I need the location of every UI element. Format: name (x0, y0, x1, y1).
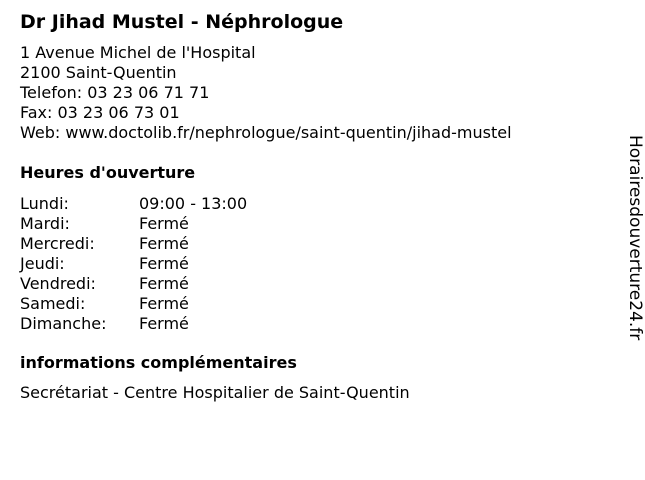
hours-row-tuesday (20, 214, 247, 234)
page-title: Dr Jihad Mustel - Néphrologue (20, 11, 344, 33)
fax-number: Fax: 03 23 06 73 01 (20, 103, 180, 122)
opening-hours-table (20, 194, 247, 334)
hours-row-saturday (20, 294, 247, 314)
day-label: Lundi: (20, 194, 69, 213)
website: Web: www.doctolib.fr/nephrologue/saint-quentin/jihad-mustel (20, 123, 512, 142)
day-label: Samedi: (20, 294, 86, 313)
address-line-1: 1 Avenue Michel de l'Hospital (20, 43, 256, 62)
day-label: Vendredi: (20, 274, 96, 293)
hours-row-sunday (20, 314, 247, 334)
day-hours: 09:00 - 13:00 (139, 194, 248, 213)
phone-number: Telefon: 03 23 06 71 71 (20, 83, 210, 102)
hours-row-friday (20, 274, 247, 294)
additional-info-text: Secrétariat - Centre Hospitalier de Saint-Quentin (20, 383, 410, 402)
day-hours: Fermé (139, 274, 189, 293)
hours-row-wednesday (20, 234, 247, 254)
additional-info-heading: informations complémentaires (20, 353, 297, 372)
day-label: Mercredi: (20, 234, 95, 253)
day-label: Mardi: (20, 214, 70, 233)
day-hours: Fermé (139, 234, 189, 253)
day-hours: Fermé (139, 254, 189, 273)
opening-hours-heading: Heures d'ouverture (20, 163, 196, 182)
address-line-2: 2100 Saint-Quentin (20, 63, 177, 82)
day-hours: Fermé (139, 214, 189, 233)
site-watermark: Horairesdouverture24.fr (625, 135, 645, 341)
contact-block (20, 43, 512, 143)
day-label: Jeudi: (20, 254, 65, 273)
day-label: Dimanche: (20, 314, 107, 333)
day-hours: Fermé (139, 294, 189, 313)
hours-row-monday (20, 194, 247, 214)
day-hours: Fermé (139, 314, 189, 333)
hours-row-thursday (20, 254, 247, 274)
